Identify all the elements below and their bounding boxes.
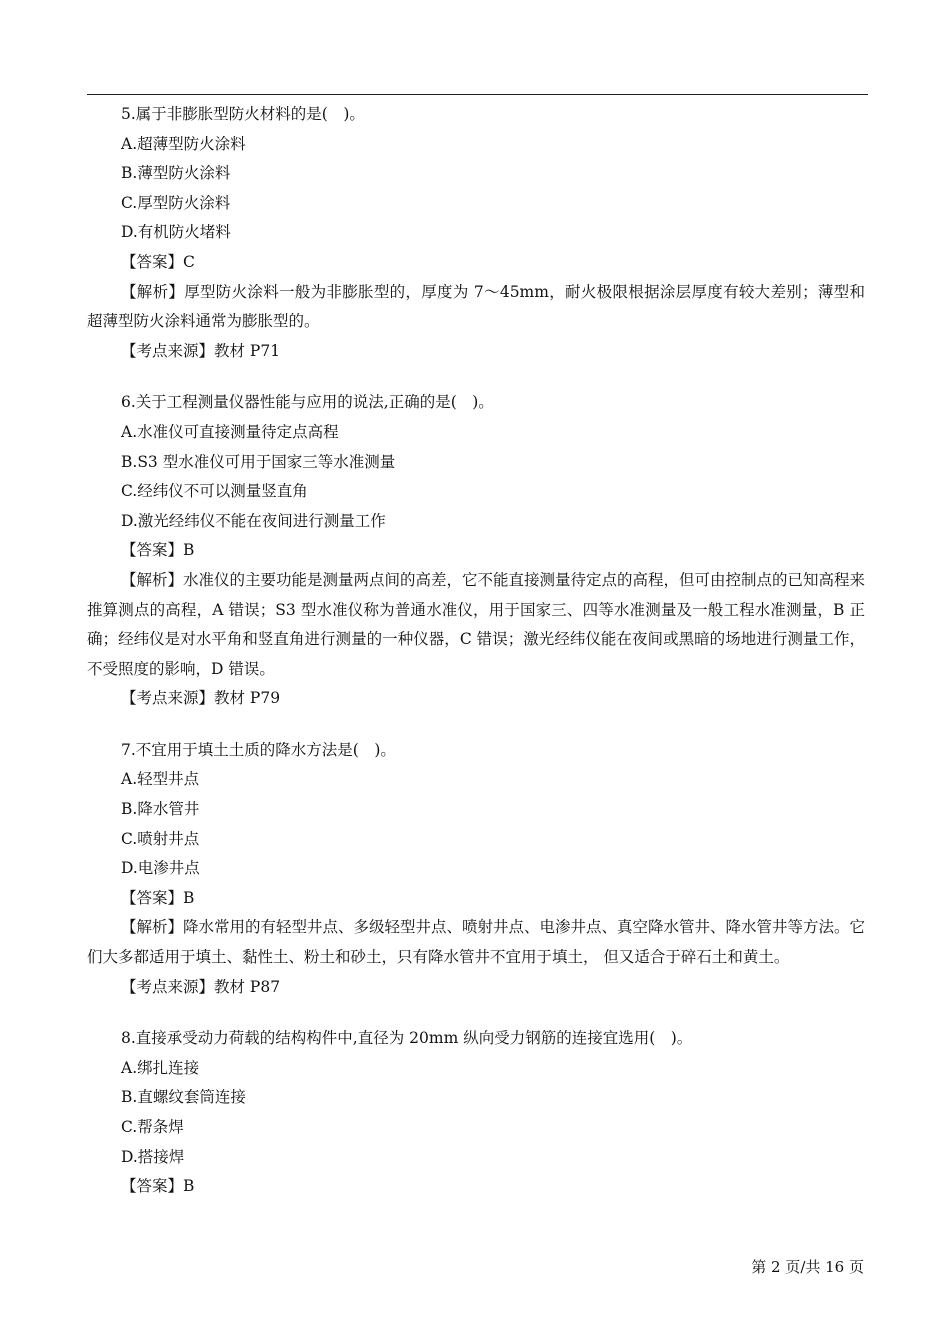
option-c: C.经纬仪不可以测量竖直角 bbox=[121, 482, 308, 501]
source: 【考点来源】教材 P71 bbox=[121, 341, 281, 360]
option-a: A.轻型井点 bbox=[121, 770, 200, 789]
question-stem: 5.属于非膨胀型防火材料的是( )。 bbox=[121, 105, 365, 123]
question-5 bbox=[87, 100, 865, 366]
option-a: A.水准仪可直接测量待定点高程 bbox=[121, 422, 339, 441]
option-c: C.帮条焊 bbox=[121, 1118, 184, 1136]
option-c: C.厚型防火涂料 bbox=[121, 193, 231, 212]
option-d: D.搭接焊 bbox=[121, 1147, 185, 1166]
question-6 bbox=[87, 388, 865, 714]
header-rule bbox=[87, 94, 868, 95]
question-7 bbox=[87, 736, 865, 1002]
option-c: C.喷射井点 bbox=[121, 829, 200, 848]
answer: 【答案】B bbox=[121, 1177, 195, 1196]
question-stem: 7.不宜用于填土土质的降水方法是( )。 bbox=[121, 740, 396, 759]
option-d: D.电渗井点 bbox=[121, 859, 200, 878]
analysis: 【解析】水准仪的主要功能是测量两点间的高差，它不能直接测量待定点的高程，但可由控制点的已知高程来推算测点的高程，A 错误；S3 型水准仪称为普通水准仪，用于国家三、四等水准测量及一般工程水准测量，B 正确；经纬仪是对水平角和竖直角进行测量的一种仪器，C 错误；激光经纬仪能在夜间或黑暗的场地进行测量工作，不受照度的影响，D 错误。 bbox=[87, 570, 866, 678]
page-number: 第 2 页/共 16 页 bbox=[751, 1258, 864, 1276]
option-b: B.S3 型水准仪可用于国家三等水准测量 bbox=[121, 452, 396, 471]
analysis: 【解析】厚型防火涂料一般为非膨胀型的，厚度为 7～45mm，耐火极限根据涂层厚度有较大差别；薄型和超薄型防火涂料通常为膨胀型的。 bbox=[87, 282, 865, 331]
source: 【考点来源】教材 P87 bbox=[121, 977, 281, 996]
page-content bbox=[87, 100, 865, 1202]
option-d: D.激光经纬仪不能在夜间进行测量工作 bbox=[121, 511, 386, 530]
answer: 【答案】C bbox=[121, 252, 195, 271]
question-stem: 8.直接承受动力荷载的结构构件中,直径为 20mm 纵向受力钢筋的连接宜选用( )。 bbox=[121, 1029, 693, 1048]
option-a: A.超薄型防火涂料 bbox=[121, 134, 246, 153]
source: 【考点来源】教材 P79 bbox=[121, 689, 281, 708]
option-d: D.有机防火堵料 bbox=[121, 223, 231, 242]
option-b: B.降水管井 bbox=[121, 800, 200, 819]
option-b: B.薄型防火涂料 bbox=[121, 164, 231, 183]
option-b: B.直螺纹套筒连接 bbox=[121, 1088, 246, 1107]
question-8 bbox=[87, 1024, 865, 1202]
option-a: A.绑扎连接 bbox=[121, 1058, 200, 1077]
question-stem: 6.关于工程测量仪器性能与应用的说法,正确的是( )。 bbox=[121, 393, 494, 412]
answer: 【答案】B bbox=[121, 888, 195, 907]
analysis: 【解析】降水常用的有轻型井点、多级轻型井点、喷射井点、电渗井点、真空降水管井、降水管井等方法。它们大多都适用于填土、黏性土、粉土和砂土，只有降水管井不宜用于填土， 但又适合于碎石土和黄土。 bbox=[87, 918, 866, 967]
answer: 【答案】B bbox=[121, 541, 195, 560]
